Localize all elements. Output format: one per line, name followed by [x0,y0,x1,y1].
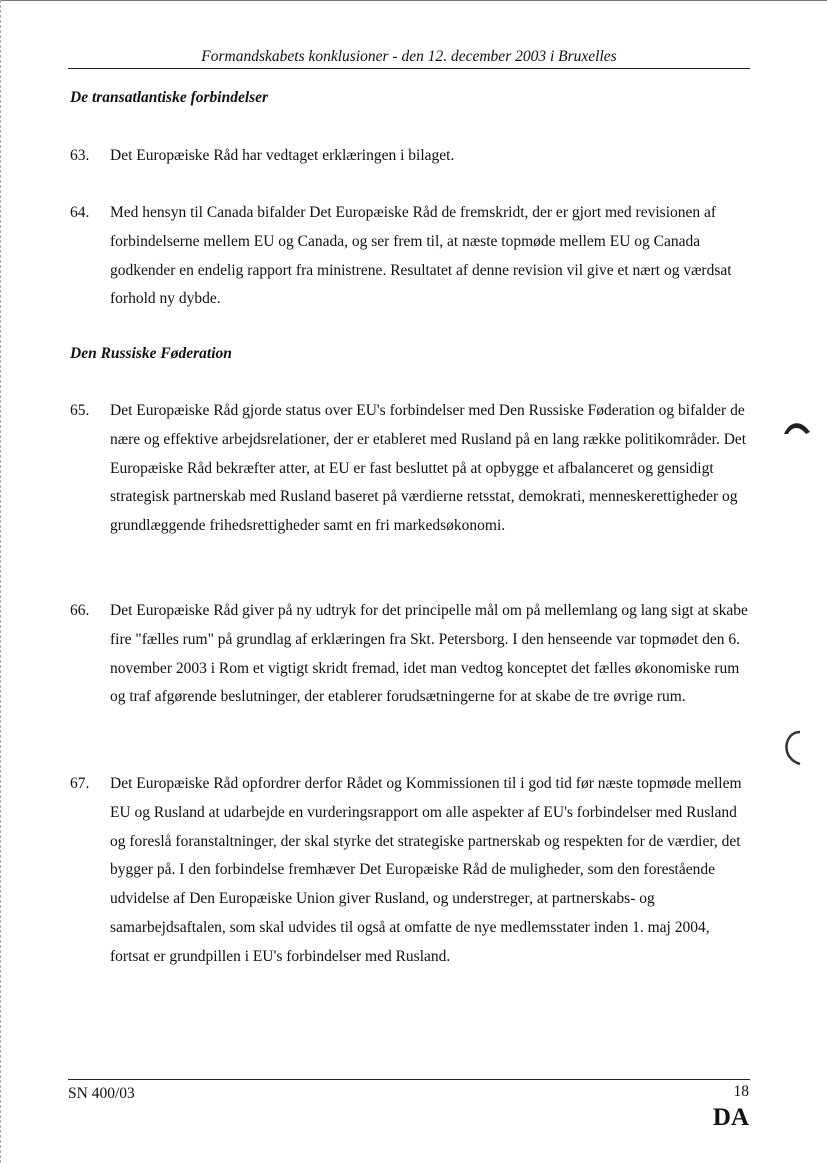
paragraph-text: Det Europæiske Råd har vedtaget erklæringen i bilaget. [110,147,455,164]
section-title-transatlantic: De transatlantiske forbindelser [70,89,269,106]
document-reference: SN 400/03 [68,1085,135,1102]
scan-hole-mark-top [782,418,812,438]
scan-left-edge [0,0,1,1163]
paragraph-text: Det Europæiske Råd opfordrer derfor Rådet og Kommissionen til i god tid før næste topmøde mellem EU og Rusland at udarbejde en vurderingsrapport om alle aspekter af EU's forbindelser med Rusland og foreslå foranstaltninger, der skal styrke det strategiske partnerskab og respekten for de værdier, det bygger på. I den forbindelse fremhæver Det Europæiske Råd de muligheder, som den forestående udvidelse af Den Europæiske Union giver Rusland, og understreger, at partnerskabs- og samarbejdsaftalen, som skal udvides til også at omfatte de nye medlemsstater inden 1. maj 2004, fortsat er grundpillen i EU's forbindelser med Rusland. [110,775,742,965]
language-code: DA [712,1104,749,1131]
paragraph-number: 66. [70,602,90,619]
page-number: 18 [733,1083,749,1100]
scan-hole-mark-bottom [776,728,806,768]
paragraph-66 [70,597,750,712]
running-header: Formandskabets konklusioner - den 12. december 2003 i Bruxelles [201,48,617,65]
scan-top-edge [0,0,827,1]
paragraph-number: 63. [70,147,90,164]
footer-rule [68,1079,750,1080]
paragraph-63 [70,142,750,171]
paragraph-number: 67. [70,775,90,792]
paragraph-65 [70,397,750,541]
section-title-russia: Den Russiske Føderation [70,345,232,362]
paragraph-number: 64. [70,204,90,221]
paragraph-64 [70,199,750,314]
paragraph-text: Med hensyn til Canada bifalder Det Europæiske Råd de fremskridt, der er gjort med revisionen af forbindelserne mellem EU og Canada, og ser frem til, at næste topmøde mellem EU og Canada godkender en endelig rapport fra ministrene. Resultatet af denne revision vil give et nært og værdsat forhold ny dybde. [110,204,732,308]
paragraph-text: Det Europæiske Råd gjorde status over EU's forbindelser med Den Russiske Føderation og bifalder de nære og effektive arbejdsrelationer, der er etableret med Rusland på en lang række politikområder. Det Europæiske Råd bekræfter atter, at EU er fast besluttet på at opbygge et afbalanceret og gensidigt strategisk partnerskab med Rusland baseret på værdierne retsstat, demokrati, menneskerettigheder og grundlæggende frihedsrettigheder samt en fri markedsøkonomi. [110,402,747,535]
paragraph-67 [70,770,750,972]
paragraph-text: Det Europæiske Råd giver på ny udtryk for det principelle mål om på mellemlang og lang sigt at skabe fire "fælles rum" på grundlag af erklæringen fra Skt. Petersborg. I den henseende var topmødet den 6. november 2003 i Rom et vigtigt skridt fremad, idet man vedtog konceptet det fælles økonomiske rum og traf afgørende beslutninger, der etablerer forudsætningerne for at skabe de tre øvrige rum. [110,602,748,706]
header-rule [68,68,750,69]
paragraph-number: 65. [70,402,90,419]
